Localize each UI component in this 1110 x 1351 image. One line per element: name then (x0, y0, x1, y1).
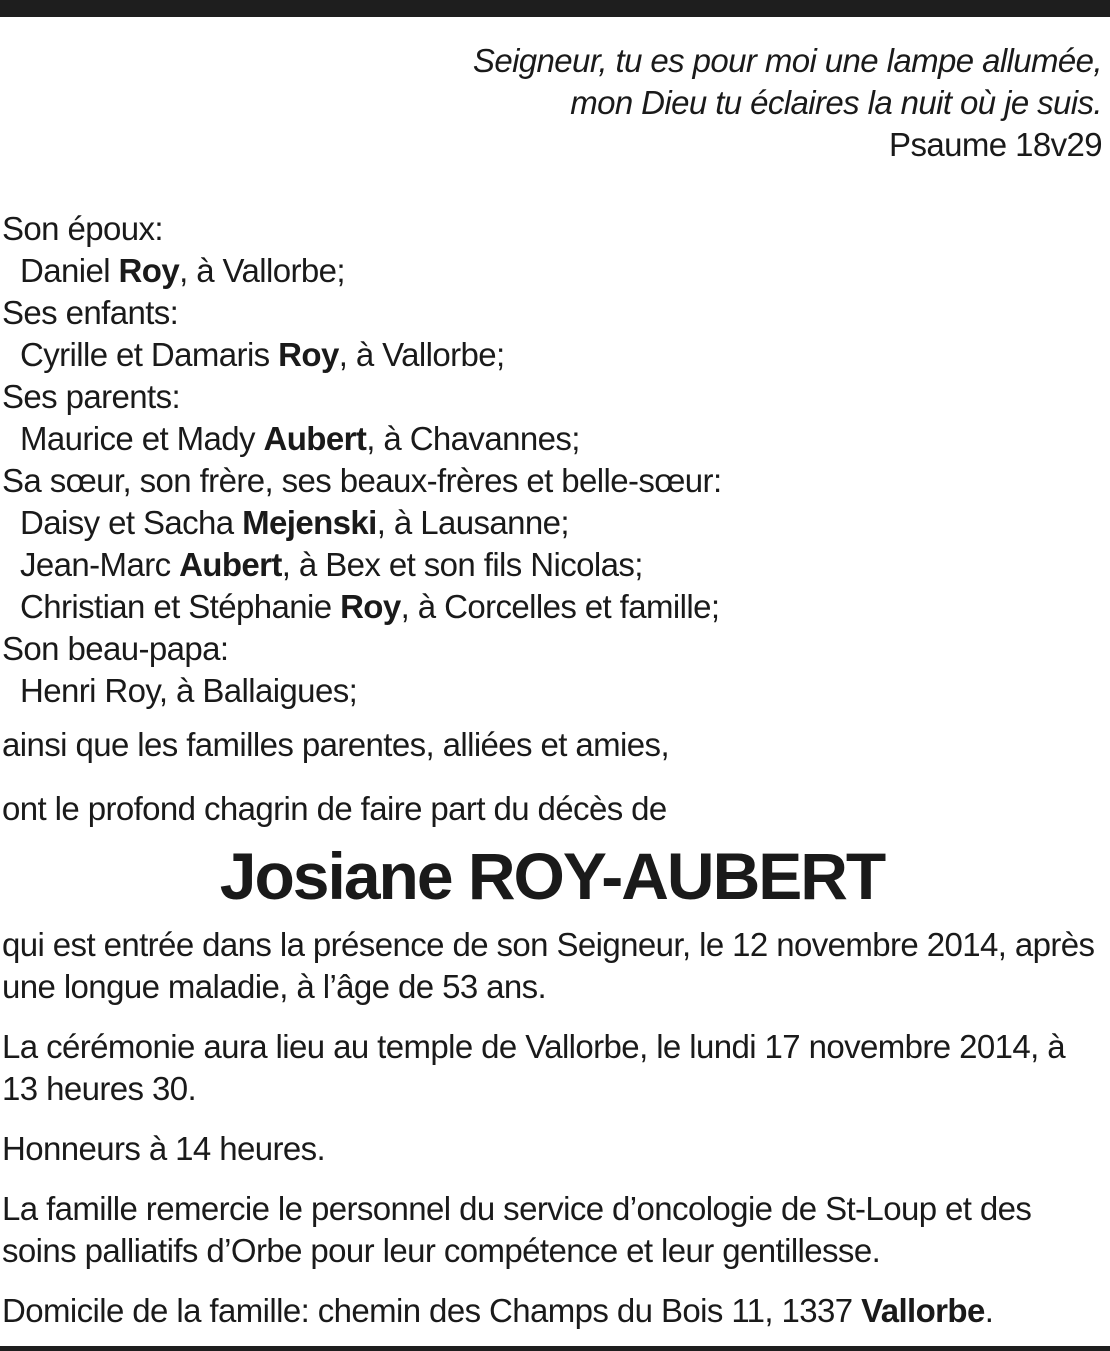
family-role: Son époux: (2, 210, 163, 247)
family-role: Ses parents: (2, 378, 181, 415)
intro-line-1: ainsi que les familles parentes, alliées et amies, (2, 726, 670, 763)
family-member: Daisy et Sacha Mejenski, à Lausanne; (20, 504, 569, 541)
family-member: Cyrille et Damaris Roy, à Vallorbe; (20, 336, 505, 373)
family-member: Christian et Stéphanie Roy, à Corcelles et famille; (20, 588, 720, 625)
obituary-notice (2, 40, 1102, 1332)
passing-paragraph: qui est entrée dans la présence de son Seigneur, le 12 novembre 2014, après une longue maladie, à l’âge de 53 ans. (2, 926, 1095, 1005)
bottom-border-rule (0, 1346, 1110, 1351)
family-role: Son beau-papa: (2, 630, 229, 667)
verse-line-2: mon Dieu tu éclaires la nuit où je suis. (570, 84, 1102, 121)
deceased-name: Josiane ROY-AUBERT (219, 839, 885, 913)
verse-line-1: Seigneur, tu es pour moi une lampe allumée, (472, 42, 1102, 79)
family-member: Maurice et Mady Aubert, à Chavannes; (20, 420, 580, 457)
family-role: Ses enfants: (2, 294, 179, 331)
family-list (2, 208, 1102, 712)
ceremony-paragraph: La cérémonie aura lieu au temple de Vallorbe, le lundi 17 novembre 2014, à 13 heures 30. (2, 1028, 1066, 1107)
family-member: Jean-Marc Aubert, à Bex et son fils Nicolas; (20, 546, 643, 583)
thanks-paragraph: La famille remercie le personnel du service d’oncologie de St-Loup et des soins palliatifs d’Orbe pour leur compétence et leur gentillesse. (2, 1190, 1032, 1269)
family-role: Sa sœur, son frère, ses beaux-frères et belle-sœur: (2, 462, 722, 499)
family-member: Henri Roy, à Ballaigues; (20, 672, 358, 709)
verse-reference: Psaume 18v29 (889, 126, 1102, 163)
intro-line-2: ont le profond chagrin de faire part du décès de (2, 790, 667, 827)
top-border-rule (0, 0, 1110, 17)
domicile-city: Vallorbe (861, 1292, 985, 1329)
announcement-intro (2, 724, 1102, 830)
domicile-paragraph: Domicile de la famille: chemin des Champs du Bois 11, 1337 Vallorbe. (2, 1292, 994, 1329)
family-member: Daniel Roy, à Vallorbe; (20, 252, 345, 289)
bible-verse (2, 40, 1102, 166)
honours-paragraph: Honneurs à 14 heures. (2, 1130, 326, 1167)
